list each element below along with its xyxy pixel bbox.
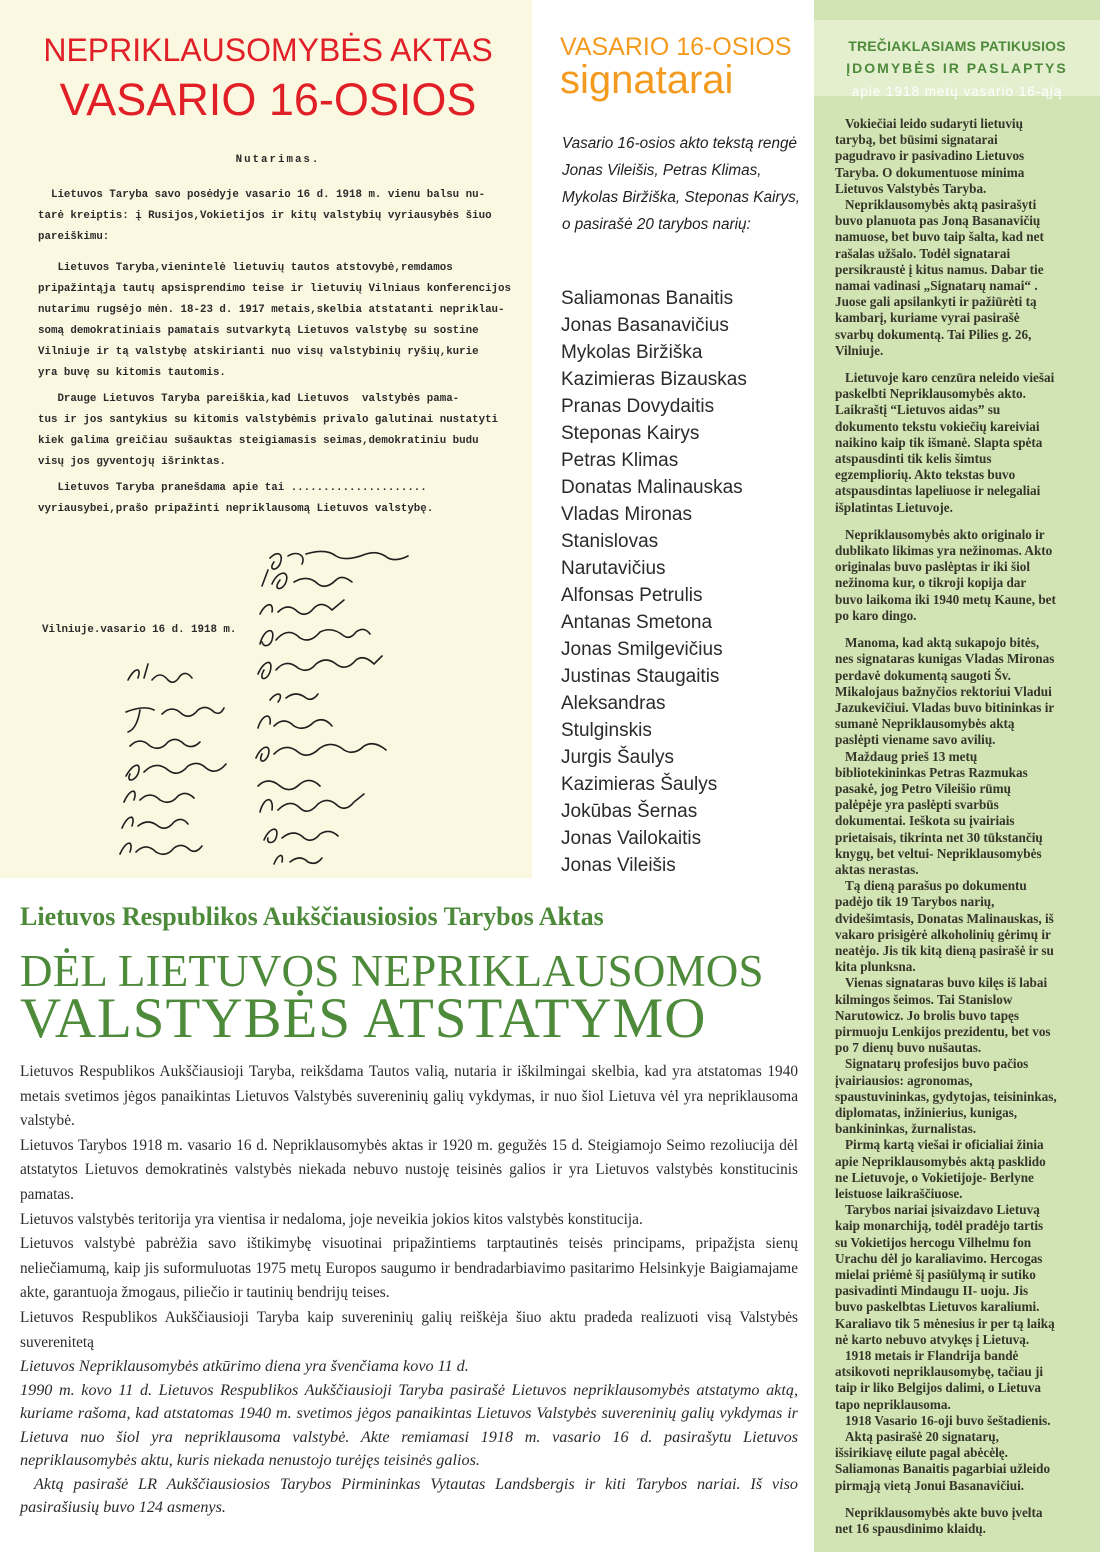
article-paragraph: Lietuvos valstybė pabrėžia savo ištikimybę visuotinai pripažintiems tarptautinės teisės principams, pripažįsta sienų neliečiamumą, kaip jis suformuluotas 1975 metų Europos saugumo ir bendradarbiavimo pasitarimo Helsinkyje Baigiamajame akte, garantuoja žmogaus, piliečio ir tautinių bendrijų teises. [20, 1235, 798, 1302]
signatory-name: Mykolas Biržiška [561, 342, 703, 363]
article-paragraph: Lietuvos valstybės teritorija yra vientisa ir nedaloma, joje neveikia jokios kitos valstybės konstitucija. [20, 1210, 643, 1228]
signatory-name: Justinas Staugaitis [561, 666, 720, 687]
facsimile-line: somą demokratiniais pamatais sutvarkytą Lietuvos valstybę su sostine [38, 325, 479, 337]
main-title-line1: NEPRIKLAUSOMYBĖS AKTAS [43, 32, 493, 68]
article-title-line1: DĖL LIETUVOS NEPRIKLAUSOMOS [20, 946, 764, 996]
sidebar-fact: Vienas signataras buvo kilęs iš labai kilmingos šeimos. Tai Stanislow Narutowicz. Jo brolis buvo tapęs pirmuoju Lenkijos prezidentu, bet vos po 7 dienų buvo nušautas. [835, 975, 1051, 1056]
sidebar-fact: 1918 Vasario 16-oji buvo šeštadienis. [845, 1412, 1051, 1428]
article-italic-paragraph: Lietuvos Nepriklausomybės atkūrimo diena yra švenčiama kovo 11 d. [20, 1357, 469, 1376]
facsimile-line: pripažintąja tautų apsisprendimo teise ir lietuvių Vilniaus konferencijos [38, 283, 511, 295]
sidebar-fact: Maždaug prieš 13 metų bibliotekininkas Petras Razmukas pasakė, jog Petro Vileišio rūmų palėpėje yra paslėpti svarbūs dokumentai. Ieškota su įvairiais prietaisais, tikrinta net 30 tūkstančių knygų, bet veltui- Nepriklausomybės aktas nerastas. [835, 748, 1043, 877]
facsimile-line: vyriausybei,prašo pripažinti nepriklausomą Lietuvos valstybę. [38, 503, 434, 515]
sidebar-fact: Manoma, kad aktą sukapojo bitės, nes signataras kunigas Vladas Mironas perdavė dokumentą saugoti Šv. Mikalojaus bažnyčios rektoriui Vladui Jazukevičiui. Vladas buvo bitininkas ir sumanė Nepriklausomybės aktą paslėpti viename savo avilių. [835, 635, 1055, 748]
sidebar-fact: Tą dieną parašus po dokumentu padėjo tik 19 Tarybos narių, dvidešimtasis, Donatas Malinauskas, iš vakaro prisigėrė alkoholinių gėrimų ir neatėjo. Jis tik kitą dieną pasirašė ir su kita plunksna. [835, 878, 1054, 975]
sidebar-title-line2: ĮDOMYBĖS IR PASLAPTYS [846, 60, 1068, 76]
signatory-name: Kazimieras Šaulys [561, 774, 718, 795]
signatory-name: Donatas Malinauskas [561, 477, 743, 498]
facsimile-place-date: Vilniuje.vasario 16 d. 1918 m. [42, 624, 237, 636]
signatory-name: Jokūbas Šernas [561, 801, 698, 822]
signatory-name: Stanislovas [561, 531, 659, 552]
sidebar-fact: Nepriklausomybės aktą pasirašyti buvo planuota pas Joną Basanavičių namuose, bet buvo taip šalta, kad net rašalas užšalo. Todėl signatarai persikraustė į kitus namus. Dabar tie namai vadinasi „Signatarų namai“ . Juose gali apsilankyti ir pažiūrėti tą kambarį, kuriame vyrai pasirašė svarbų dokumentą. Tai Pilies g. 26, Vilniuje. [835, 197, 1044, 358]
signatory-name: Jonas Basanavičius [561, 315, 729, 336]
facsimile-heading: Nutarimas. [235, 154, 321, 166]
article-italic-paragraph: 1990 m. kovo 11 d. Lietuvos Respublikos Aukščiausioji Taryba pasirašė Lietuvos nepriklausomybės atstatymo aktą, kuriame rašoma, kad atstatomas 1940 m. svetimos jėgos panaikintas Lietuvos Valstybės suvereninių galių vykdymas ir Lietuva nuo šiol yra nepriklausoma valstybė. Akte remiamasi 1918 m. vasario 16 d. pasirašytu Lietuvos nepriklausomybės aktu, kuris niekada nenustojo turėjęs teisinės galios. [20, 1380, 798, 1470]
signatory-name: Steponas Kairys [561, 423, 700, 444]
article-italic-paragraph: Aktą pasirašė LR Aukščiausiosios Tarybos Pirmininkas Vytautas Landsbergis ir kiti Tarybos nariai. Iš viso pasirašiusių buvo 124 asmenys. [20, 1474, 798, 1517]
signatory-name: Jurgis Šaulys [561, 747, 674, 768]
facsimile-line: Vilniuje ir tą valstybę atskirianti nuo visų valstybinių ryšių,kurie [38, 346, 479, 358]
sidebar-fact: Signatarų profesijos buvo pačios įvairiausios: agronomas, spaustuvininkas, gydytojas, teisininkas, diplomatas, inžinierius, kunigas, bankininkas, žurnalistas. [835, 1056, 1057, 1137]
act-facsimile-text [38, 150, 518, 520]
signatories-title-line1: VASARIO 16-OSIOS [560, 33, 792, 61]
facsimile-line: pareiškimu: [38, 231, 110, 243]
signatory-name: Petras Klimas [561, 450, 679, 471]
sidebar-fact: Vokiečiai leido sudaryti lietuvių tarybą, bet būsimi signatarai pagudravo ir pasivadino Lietuvos Taryba. O dokumentuose minima Lietuvos Valstybės Taryba. [835, 116, 1025, 196]
signatory-name: Saliamonas Banaitis [561, 288, 734, 309]
signatory-name: Jonas Smilgevičius [561, 639, 723, 660]
signatory-name: Aleksandras [561, 693, 666, 714]
signatory-name: Jonas Vailokaitis [561, 828, 702, 849]
facsimile-line: Lietuvos Taryba savo posėdyje vasario 16 d. 1918 m. vienu balsu nu- [38, 189, 486, 201]
signatory-name: Antanas Smetona [561, 612, 713, 633]
facsimile-line: Lietuvos Taryba pranešdama apie tai ..................... [38, 482, 427, 494]
signatory-name: Narutavičius [561, 558, 666, 579]
signatories-intro: Vasario 16-osios akto tekstą rengė Jonas Vileišis, Petras Klimas, Mykolas Biržiška, Steponas Kairys, o pasirašė 20 tarybos narių: [562, 135, 801, 233]
sidebar-fact: Pirmą kartą viešai ir oficialiai žinia apie Nepriklausomybės aktą pasklido ne Lietuvoje, o Vokietijoje- Berlyne leistuose laikraščiuose. [835, 1137, 1046, 1201]
sidebar-title-line1: TREČIAKLASIAMS PATIKUSIOS [848, 38, 1066, 54]
article-title-line2: VALSTYBĖS ATSTATYMO [20, 987, 707, 1050]
signatory-name: Kazimieras Bizauskas [561, 369, 747, 390]
facsimile-line: visų jos gyventojų išrinktas. [38, 456, 226, 468]
article-paragraph: Lietuvos Respublikos Aukščiausioji Taryba kaip suvereninių galių reiškėja šiuo aktu pradeda realizuoti visą Valstybės suverenitetą [20, 1308, 798, 1351]
signatories-list [561, 285, 747, 879]
article-body [20, 1060, 798, 1520]
signatory-name: Stulginskis [561, 720, 652, 741]
article-paragraph: Lietuvos Tarybos 1918 m. vasario 16 d. Nepriklausomybės aktas ir 1920 m. gegužės 15 d. Steigiamojo Seimo rezoliucija dėl atstatytos Lietuvos demokratinės valstybės niekada nebuvo nustoję teisinės galios ir yra Lietuvos valstybės konstitucinis pamatas. [20, 1136, 798, 1203]
handwritten-signatures [110, 540, 520, 870]
facsimile-line: yra buvę su kitomis tautomis. [38, 367, 226, 379]
signatory-name: Pranas Dovydaitis [561, 396, 715, 417]
main-title-line2: VASARIO 16-OSIOS [59, 74, 477, 125]
sidebar-fact: Aktą pasirašė 20 signatarų, išsirikiavę eilute pagal abėcėlę. Saliamonas Banaitis pagarbiai užleido pirmąją vietą Jonui Basanavičiui. [835, 1429, 1051, 1493]
sidebar-fact: Lietuvoje karo cenzūra neleido viešai paskelbti Nepriklausomybės akto. Laikraštį “Lietuvos aidas” su dokumento tekstu vokiečių kareiviai naikino kaip tik išmanė. Slapta spėta atspausdinti tik kelis šimtus egzempliorių. Akto tekstas buvo atspausdintas lapeliuose ir nelegaliai išplatintas Lietuvoje. [835, 370, 1055, 515]
facsimile-line: nutarimu rugsėjo mėn. 18-23 d. 1917 metais,skelbia atstatanti nepriklau- [38, 304, 505, 316]
sidebar-fact: Nepriklausomybės akte buvo įvelta net 16 spausdinimo klaidų. [835, 1504, 1043, 1537]
article-kicker: Lietuvos Respublikos Aukščiausiosios Tarybos Aktas [20, 902, 604, 931]
facsimile-line: kiek galima greičiau sušauktas steigiamasis seimas,demokratiniu budu [38, 435, 479, 447]
sidebar-fact: Nepriklausomybės akto originalo ir dublikato likimas yra nežinomas. Akto originalas buvo paslėptas ir iki šiol nežinoma kur, o tikroji kopija dar buvo laikoma iki 1940 metų Kaune, bet po karo dingo. [835, 526, 1056, 623]
facsimile-line: tarė kreiptis: į Rusijos,Vokietijos ir kitų valstybių vyriausybės šiuo [38, 210, 492, 222]
sidebar-subtitle: apie 1918 metų vasario 16-ąją [851, 84, 1063, 99]
facsimile-line: Lietuvos Taryba,vienintelė lietuvių tautos atstovybė,remdamos [38, 262, 453, 274]
signatory-name: Vladas Mironas [561, 504, 692, 525]
signatory-name: Alfonsas Petrulis [561, 585, 703, 606]
signatory-name: Jonas Vileišis [561, 855, 676, 876]
facsimile-line: Drauge Lietuvos Taryba pareiškia,kad Lietuvos valstybės pama- [38, 393, 460, 405]
sidebar-fact: Tarybos nariai įsivaizdavo Lietuvą kaip monarchiją, todėl pradėjo tartis su Vokietijos hercogu Vilhelmu fon Urachu dėl jo karaliavimo. Hercogas mielai priėmė šį pasiūlymą ir sutiko pasivadinti Mindaugu II- uoju. Jis buvo paskelbtas Lietuvos karaliumi. Karaliavo tik 5 mėnesius ir per tą laiką nė karto nebuvo atvykęs į Lietuvą. [835, 1202, 1055, 1347]
signatories-title-line2: signatarai [560, 58, 734, 102]
facsimile-line: tus ir jos santykius su kitomis valstybėmis privalo galutinai nustatyti [38, 414, 499, 426]
sidebar-fact: 1918 metais ir Flandrija bandė atsikovoti nepriklausomybę, tačiau ji taip ir liko Belgijos dalimi, o Lietuva tapo nepriklausoma. [835, 1348, 1044, 1412]
article-paragraph: Lietuvos Respublikos Aukščiausioji Taryba, reikšdama Tautos valią, nutaria ir iškilmingai skelbia, kad yra atstatomas 1940 metais svetimos jėgos panaikintas Lietuvos Valstybės suvereninių galių vykdymas, ir nuo šiol Lietuva vėl yra nepriklausoma valstybė. [20, 1063, 798, 1130]
sidebar-facts [835, 116, 1057, 1537]
